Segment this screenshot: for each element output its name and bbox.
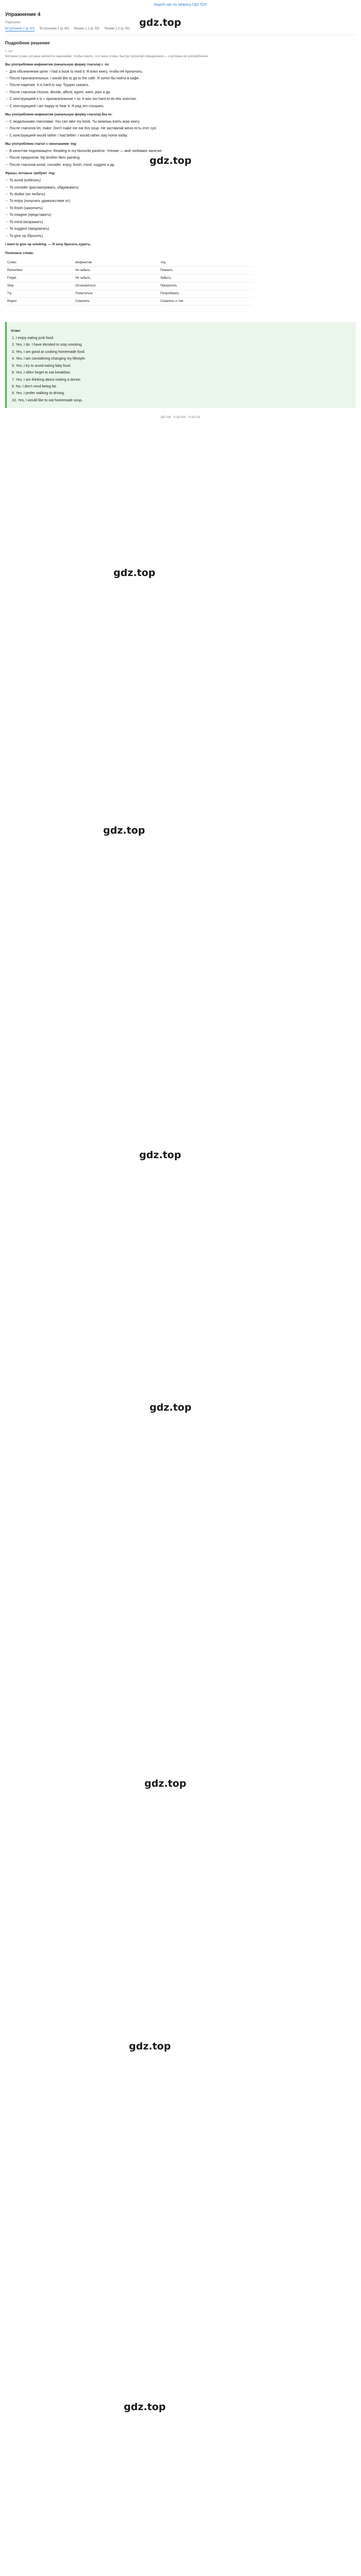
watermark-gdz: gdz.top (124, 2401, 166, 2413)
list-item: • После наречия: It is hard to say. Трудно сказать. (6, 83, 90, 88)
answer-item: 7. Yes, I am thinking about visiting a doctor. (12, 378, 81, 382)
answer-box (5, 322, 356, 408)
list-item: • После прилагательных: I would like to go to the café. Я хотел бы пойти в кафе. (6, 76, 140, 80)
list-item: • To suggest (предлагать) (6, 227, 50, 231)
answer-item: 6. Yes, I often forget to eat breakfast. (12, 371, 71, 375)
step-text: Вспомни слова, которые являются наречиями. Чтобы понять, что такое слова, быстро прочитай определения — и вспомни их употребление. (5, 55, 209, 58)
answer-item: 1. I enjoy eating junk food. (12, 336, 54, 340)
tab-2[interactable]: Вступление 2 (p. 60) (39, 27, 69, 31)
list-item: • To mind (возражать) (6, 220, 43, 224)
section-title: Подробное решение (5, 40, 50, 46)
list-item: • To enjoy (получать удовольствие от) (6, 199, 70, 204)
list-item: • После глаголов choose, decide, afford, agree, want, plan и др. (6, 90, 111, 94)
list-item: • To avoid (избегать) (6, 179, 41, 183)
word-table-title: Полезные слова: (5, 251, 34, 255)
watermark-gdz: gdz.top (103, 825, 145, 836)
table-row: Слово Инфинитив -ing (5, 259, 253, 267)
answer-item: 8. No, I don't mind being fat. (12, 384, 57, 388)
tab-4[interactable]: Reader 2.2 (p. 50) (104, 27, 130, 31)
list-item: • Для обозначения цели: I had a book to read it. Я взял книгу, чтобы её прочитать. (6, 70, 143, 74)
list-item: • В качестве подлежащего: Reading is my favourite pastime. Чтение — моё любимое занятие. (6, 149, 163, 154)
watermark-gdz: gdz.top (139, 1149, 182, 1161)
tabs-label: Подсказки: (5, 21, 21, 24)
list-item: • С конструкцией would rather / had better: I would rather stay home today. (6, 133, 128, 138)
answer-item: 2. Yes, I do. I have decided to stop smoking. (12, 343, 83, 347)
list-item: • To dislike (не любить) (6, 192, 45, 196)
table-row: Remember Не забыть Помнить (5, 266, 253, 274)
step-label: 1 шаг (5, 49, 13, 53)
list-item: • После глаголов let, make: Don't make me eat this soup. Не заставляй меня есть этот суп. (6, 127, 157, 131)
watermark-gdz: gdz.top (129, 2041, 171, 2052)
answer-item: 5. Yes, I try to avoid eating fatty food. (12, 364, 71, 368)
watermark-gdz: gdz.top (150, 1402, 192, 1413)
exercise-title: Упражнение 4 (5, 12, 41, 18)
list-item: • To finish (закончить) (6, 206, 43, 210)
example-line: I want to give up smoking. — Я хочу бросить курить. (5, 243, 91, 247)
watermark-gdz: gdz.top (150, 155, 192, 166)
table-row: Regret Сожалеть Сожалеть о том (5, 298, 253, 306)
search-link[interactable]: Ищите нас по запросу ГДЗ ТОП (154, 3, 207, 7)
list-item: • To give up (бросить) (6, 234, 43, 238)
list-item: • С модальными глаголами: You can take my book. Ты можешь взять мою книгу. (6, 120, 140, 124)
table-row: Stop Остановиться Прекратить (5, 282, 253, 290)
list-item: • To consider (рассматривать, обдумывать) (6, 185, 79, 190)
answer-item: 10. Yes, I would like to eat homemade soup. (12, 398, 83, 402)
watermark-gdz: gdz.top (139, 17, 182, 28)
rule-heading: Вы употребляем инфинитив (начальную форму глагола) с -to: (5, 62, 110, 66)
list-item: • С конструкцией I am happy to hear it. Я рад это слышать. (6, 104, 105, 108)
list-title: Фразы, которые требуют -ing: (5, 172, 56, 176)
rule-heading: Мы употребляем глагол с окончанием -ing: (5, 142, 77, 146)
table-row: Try Попытаться Попробовать (5, 290, 253, 297)
tab-1[interactable]: Вступление 1 (p. 60) (5, 27, 35, 31)
word-table (5, 259, 253, 306)
watermark-gdz: gdz.top (113, 567, 156, 579)
table-row: Forget Не забыть Забыть (5, 274, 253, 282)
tab-3[interactable]: Reader 1.1 (p. 50) (74, 27, 100, 31)
list-item: • После предлогов: My brother likes painting. (6, 156, 81, 160)
list-item: • После глаголов avoid, consider, enjoy, finish, mind, suggest и др. (6, 163, 116, 167)
page (0, 0, 361, 421)
list-item: • С конструкцией it is + прилагательное + to: It was too hard to do this exercise. (6, 97, 137, 101)
footer: gdz.top · 4 гдз top · 4 гдз top (160, 416, 201, 419)
list-item: • To imagine (представить) (6, 213, 52, 217)
answer-item: 4. Yes, I am considering changing my lifestyle. (12, 357, 86, 361)
tabs-nav (5, 27, 356, 31)
watermark-gdz: gdz.top (144, 1778, 187, 1789)
answer-item: 9. Yes, I prefer walking to driving. (12, 392, 65, 396)
answer-item: 3. Yes, I am good at cooking homemade food. (12, 350, 86, 354)
answer-title: Ответ (11, 329, 21, 333)
rule-heading: Мы употребляем инфинитив (начальную форму глагола) без to: (5, 113, 113, 117)
